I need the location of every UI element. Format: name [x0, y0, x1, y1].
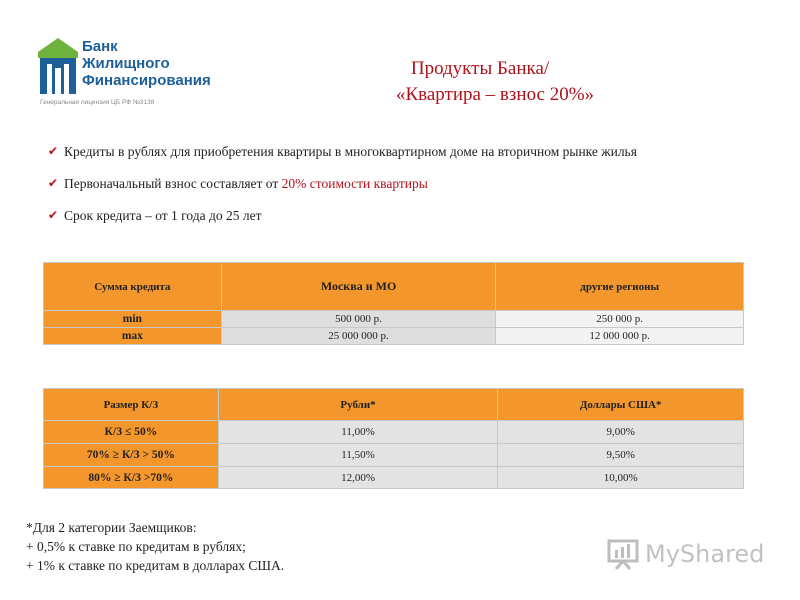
table-row [44, 328, 744, 345]
table-row [44, 444, 744, 467]
house-logo-icon [38, 38, 78, 98]
table-cell: 11,00% [218, 421, 498, 444]
header-cell: другие регионы [496, 263, 744, 311]
bullet-text: Кредиты в рублях для приобретения квартиры в многоквартирном доме на вторичном рынке жилья [64, 144, 637, 159]
presentation-icon [607, 538, 639, 570]
row-label: max [44, 328, 222, 345]
checkmark-icon: ✔ [48, 144, 59, 158]
header-cell: Размер К/З [44, 389, 219, 421]
watermark-text: MyShared [645, 540, 765, 568]
bullet-text: Первоначальный взнос составляет от [64, 176, 282, 191]
myshared-watermark [607, 538, 777, 572]
header-cell: Сумма кредита [44, 263, 222, 311]
table-header-row [44, 263, 744, 311]
interest-rate-table [43, 388, 744, 489]
checkmark-icon: ✔ [48, 176, 59, 190]
checkmark-icon: ✔ [48, 208, 59, 222]
table-cell: 500 000 р. [221, 311, 496, 328]
header-cell: Рубли* [218, 389, 498, 421]
table-cell: 25 000 000 р. [221, 328, 496, 345]
logo-line-1: Банк [82, 38, 118, 55]
logo-license: Генеральная лицензия ЦБ РФ №3138 [40, 99, 155, 106]
title-line-1: Продукты Банка/ [410, 58, 550, 79]
bullet-highlight: 20% стоимости квартиры [281, 176, 428, 191]
table-cell: 12,00% [218, 467, 498, 489]
header-cell: Москва и МО [221, 263, 496, 311]
bullet-item [48, 176, 768, 208]
bullet-text: Срок кредита – от 1 года до 25 лет [64, 208, 262, 223]
title-line-2: «Квартира – взнос 20%» [395, 84, 595, 105]
slide-title [320, 56, 640, 108]
table-header-row [44, 389, 744, 421]
footnote-line-2: + 0,5% к ставке по кредитам в рублях; [26, 539, 246, 554]
table-cell: 12 000 000 р. [496, 328, 744, 345]
row-label: 70% ≥ К/З > 50% [44, 444, 219, 467]
row-label: min [44, 311, 222, 328]
footnote-line-1: *Для 2 категории Заемщиков: [26, 520, 197, 535]
row-label: 80% ≥ К/З >70% [44, 467, 219, 489]
table-row [44, 421, 744, 444]
bullet-list [48, 144, 768, 240]
logo-line-3: Финансирования [82, 72, 211, 89]
bullet-item [48, 144, 768, 176]
logo-name [82, 38, 211, 89]
bank-logo [38, 38, 238, 113]
bullet-item [48, 208, 768, 240]
table-row [44, 467, 744, 489]
table-cell: 11,50% [218, 444, 498, 467]
table-row [44, 311, 744, 328]
header-cell: Доллары США* [498, 389, 744, 421]
footnote-line-3: + 1% к ставке по кредитам в долларах США. [26, 558, 285, 573]
table-cell: 250 000 р. [496, 311, 744, 328]
logo-line-2: Жилищного [82, 55, 170, 72]
loan-amount-table [43, 262, 744, 345]
row-label: К/З ≤ 50% [44, 421, 219, 444]
table-cell: 10,00% [498, 467, 744, 489]
table-cell: 9,00% [498, 421, 744, 444]
table-cell: 9,50% [498, 444, 744, 467]
footnote [26, 518, 284, 575]
